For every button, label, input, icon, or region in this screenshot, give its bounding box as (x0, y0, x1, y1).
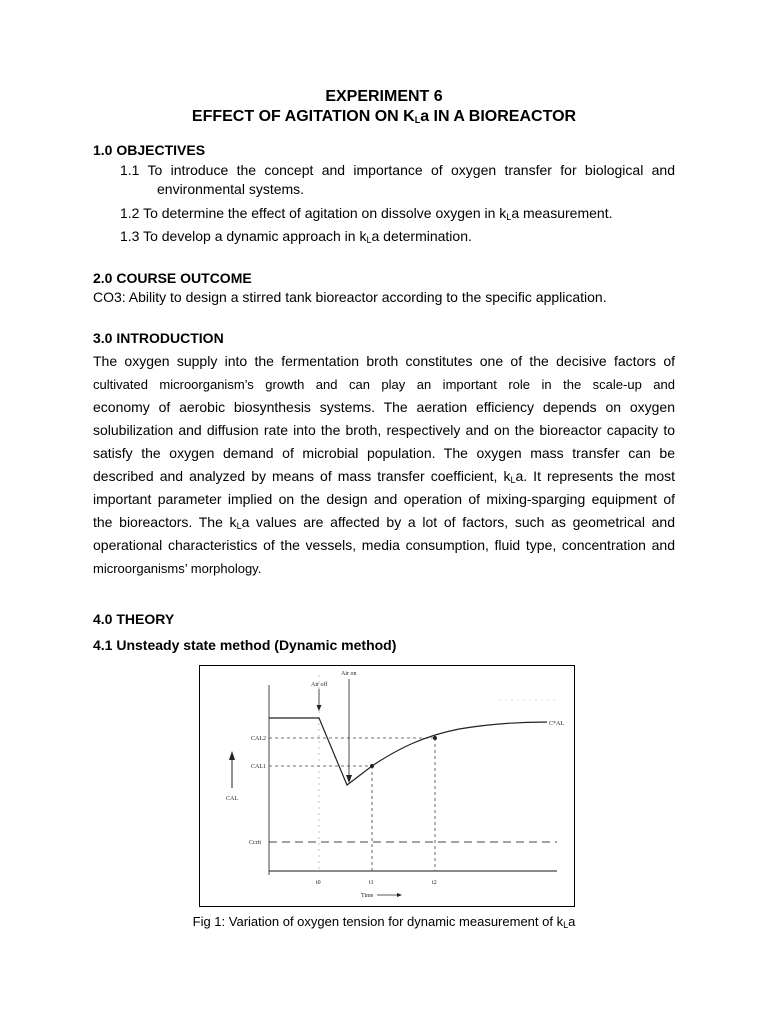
objective-2-pre: 1.2 To determine the effect of agitation on dissolve oxygen in k (120, 205, 507, 221)
figure-caption (0, 914, 768, 930)
time-axis-label: Time (361, 893, 374, 899)
course-outcome-heading: 2.0 COURSE OUTCOME (93, 270, 252, 286)
intro-line-6-pre: described and analyzed by means of mass transfer coefficient, k (93, 468, 511, 484)
objective-2-post: a measurement. (511, 205, 613, 221)
objective-2-subscript: L (506, 212, 512, 222)
intro-line-1: The oxygen supply into the fermentation broth constitutes one of the decisive factors of (93, 353, 675, 369)
title-subscript: L (414, 115, 421, 125)
title-text-post: a IN A BIOREACTOR (420, 108, 577, 125)
oxygen-tension-figure (199, 665, 575, 907)
theory-heading: 4.0 THEORY (93, 611, 175, 627)
objective-1 (120, 159, 675, 181)
caption-subscript: L (563, 920, 569, 930)
objective-1-line-1: 1.1 To introduce the concept and importance of oxygen transfer for biological and (120, 162, 675, 178)
intro-line-10: microorganisms’ morphology. (93, 561, 262, 576)
air-on-label: Air on (341, 671, 357, 677)
dynamic-method-subheading: 4.1 Unsteady state method (Dynamic method) (93, 637, 397, 653)
intro-line-3: economy of aerobic biosynthesis systems. The aeration efficiency depends on oxygen (93, 399, 675, 415)
objective-3 (120, 228, 472, 245)
caption-post: a (568, 914, 576, 929)
cal2-point (433, 736, 437, 740)
intro-line-2: cultivated microorganism’s growth and can play an important role in the scale-up and (93, 377, 675, 392)
cal1-point (370, 764, 374, 768)
c-al-star-label: C*AL (549, 721, 564, 727)
intro-line-6 (93, 465, 675, 488)
c-al2-label: CAL2 (251, 736, 266, 742)
objective-1-line-2: environmental systems. (157, 181, 305, 197)
c-crit-label: Ccrit (249, 840, 261, 846)
introduction-paragraph (93, 350, 675, 580)
intro-line-6-subscript: L (510, 475, 516, 485)
experiment-number (0, 88, 768, 106)
intro-line-4: solubilization and diffusion rate into the broth, respectively and on the bioreactor capacity to (93, 422, 675, 438)
objective-2 (120, 205, 612, 222)
course-outcome-text: CO3: Ability to design a stirred tank bioreactor according to the specific application. (93, 289, 607, 305)
t2-label: t2 (432, 880, 437, 886)
figure-frame (200, 666, 575, 907)
intro-line-8-post: a values are affected by a lot of factors, such as geometrical and (241, 514, 675, 530)
experiment-number-text: EXPERIMENT 6 (325, 88, 443, 105)
objectives-heading: 1.0 OBJECTIVES (93, 142, 206, 158)
intro-line-7: important parameter implied on the design and operation of mixing-sparging equipment of (93, 491, 675, 507)
objective-3-post: a determination. (371, 228, 472, 244)
objective-3-subscript: L (366, 235, 372, 245)
title-text-pre: EFFECT OF AGITATION ON K (191, 108, 415, 125)
experiment-title (0, 108, 768, 126)
air-off-label: Air off (311, 682, 328, 688)
intro-line-8 (93, 511, 675, 534)
intro-line-9: operational characteristics of the vessels, media consumption, fluid type, concentration and (93, 537, 675, 553)
c-al1-label: CAL1 (251, 764, 266, 770)
t1-label: t1 (369, 880, 374, 886)
caption-pre: Fig 1: Variation of oxygen tension for dynamic measurement of k (192, 914, 564, 929)
introduction-heading: 3.0 INTRODUCTION (93, 330, 224, 346)
intro-line-6-post: a. It represents the most (515, 468, 675, 484)
c-al-axis-label: CAL (226, 796, 238, 802)
objective-3-pre: 1.3 To develop a dynamic approach in k (120, 228, 367, 244)
intro-line-5: satisfy the oxygen demand of microbial population. The oxygen mass transfer can be (93, 445, 675, 461)
t0-label: t0 (316, 880, 321, 886)
intro-line-8-subscript: L (236, 521, 242, 531)
intro-line-8-pre: the bioreactors. The k (93, 514, 237, 530)
